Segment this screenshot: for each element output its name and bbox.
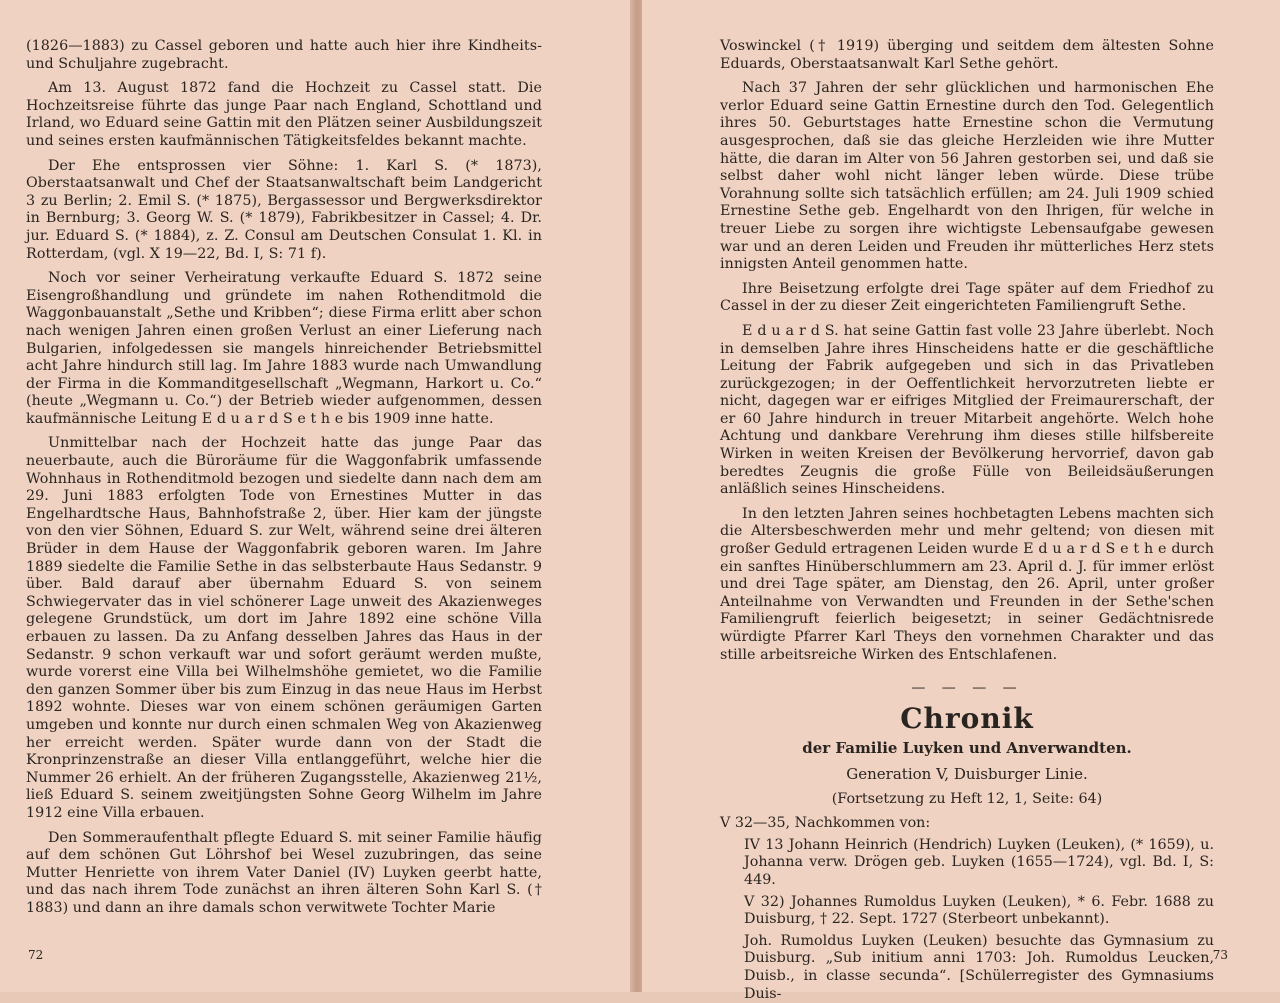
right-paragraph-4: E d u a r d S. hat seine Gattin fast volle 23 Jahre überlebt. Noch in demselben Jahre ihres Hinscheidens hatte er die geschäftliche Leitung der Fabrik aufgegeben und sich in das Privatleben zurückgezogen; in der Oeffentlichkeit hervorzutreten liebte er nicht, dagegen war er eifriges Mitglied der Freimaurerschaft, der er 60 Jahre hindurch in treuer Mitarbeit angehörte. Welch hohe Achtung und dankbare Verehrung ihm dieses stille hilfsbereite Wirken in weiten Kreisen der Bevölkerung hervorrief, davon gab beredtes Zeugnis die große Fülle von Beileidsäußerungen anläßlich seines Hinscheidens. [720, 322, 1214, 498]
section-divider: — — — — [911, 680, 1023, 697]
chronik-continuation-note: (Fortsetzung zu Heft 12, 1, Seite: 64) [831, 791, 1103, 808]
left-paragraph-1: (1826—1883) zu Cassel geboren und hatte auch hier ihre Kindheits- und Schuljahre zugebracht. [26, 38, 542, 72]
right-page [642, 0, 1280, 1002]
right-paragraph-3: Ihre Beisetzung erfolgte drei Tage später auf dem Friedhof zu Cassel in der zu dieser Zeit eingerichteten Familiengruft Sethe. [720, 280, 1214, 315]
chronik-entry-gymnasium: Joh. Rumoldus Luyken (Leuken) besuchte das Gymnasium zu Duisburg. „Sub initium anni 1703: Joh. Rumoldus Leucken, Duisb., in classe secunda“. [Schülerregister des Gymnasiums Duis- [744, 932, 1214, 1002]
chronik-title: Chronik [900, 702, 1034, 736]
left-paragraph-2: Am 13. August 1872 fand die Hochzeit zu Cassel statt. Die Hochzeitsreise führte das junge Paar nach England, Schottland und Irland, wo Eduard seine Gattin mit den Plätzen seiner Ausbildungszeit und seines ersten kaufmännischen Tätigkeitsfeldes bekannt machte. [26, 80, 542, 149]
left-paragraph-6: Den Sommeraufenthalt pflegte Eduard S. mit seiner Familie häufig auf dem schönen Gut Löhrshof bei Wesel zuzubringen, das seine Mutter Henriette von ihrem Vater Daniel (IV) Luyken geerbt hatte, und das nach ihrem Tode zunächst an ihren älteren Sohn Karl S. († 1883) und dann an ihre damals schon verwitwete Tochter Marie [26, 829, 542, 916]
left-page-number: 72 [28, 948, 44, 962]
right-paragraph-5: In den letzten Jahren seines hochbetagten Lebens machten sich die Altersbeschwerden mehr und mehr geltend; von diesen mit großer Geduld ertragenen Leiden wurde E d u a r d S e t h e durch ein sanftes Hinüberschlummern am 23. April d. J. für immer erlöst und drei Tage später, am Dienstag, den 26. April, unter großer Anteilnahme von Verwandten und Freunden in der Sethe'schen Familiengruft feierlich beigesetzt; in seiner Gedächtnisrede würdigte Pfarrer Karl Theys den vornehmen Charakter und das stille arbeitsreiche Wirken des Entschlafenen. [720, 505, 1214, 663]
left-paragraph-3: Der Ehe entsprossen vier Söhne: 1. Karl S. (* 1873), Oberstaatsanwalt und Chef der Staatsanwaltschaft beim Landgericht 3 zu Berlin; 2. Emil S. (* 1875), Bergassessor und Bergwerksdirektor in Bernburg; 3. Georg W. S. (* 1879), Fabrikbesitzer in Cassel; 4. Dr. jur. Eduard S. (* 1884), z. Z. Consul am Deutschen Consulat 1. Kl. in Rotterdam, (vgl. X 19—22, Bd. I, S: 71 f). [26, 157, 542, 262]
chronik-generation: Generation V, Duisburger Linie. [846, 765, 1088, 784]
chronik-entry-heading: V 32—35, Nachkommen von: [720, 815, 931, 832]
chronik-subtitle: der Familie Luyken und Anverwandten. [802, 739, 1132, 758]
left-paragraph-4: Noch vor seiner Verheiratung verkaufte Eduard S. 1872 seine Eisengroßhandlung und gründete im nahen Rothenditmold die Waggonbauanstalt „Sethe und Kribben“; diese Firma erlitt aber schon nach wenigen Jahren einen großen Verlust an einer Lieferung nach Bulgarien, infolgedessen sie mangels hinreichender Betriebsmittel acht Jahre hindurch still lag. Im Jahre 1883 wurde nach Umwandlung der Firma in die Kommanditgesellschaft „Wegmann, Harkort u. Co.“ (heute „Wegmann u. Co.“) der Betrieb wieder aufgenommen, dessen kaufmännische Leitung E d u a r d S e t h e bis 1909 inne hatte. [26, 270, 542, 427]
left-page [0, 0, 634, 992]
right-paragraph-2: Nach 37 Jahren der sehr glücklichen und harmonischen Ehe verlor Eduard seine Gattin Ernestine durch den Tod. Gelegentlich ihres 50. Geburtstages hatte Ernestine schon die Vermutung ausgesprochen, daß sie das gleiche Herzleiden wie ihre Mutter hätte, die daran im Alter von 56 Jahren gestorben sei, und daß sie selbst daher wohl nicht länger leben würde. Diese trübe Vorahnung sollte sich tatsächlich erfüllen; am 24. Juli 1909 schied Ernestine Sethe geb. Engelhardt von den Ihrigen, für welche in treuer Liebe zu sorgen ihre wichtigste Lebensaufgabe gewesen war und an deren Leiden und Freuden ihr mütterliches Herz stets innigsten Anteil genommen hatte. [720, 80, 1214, 273]
left-paragraph-5: Unmittelbar nach der Hochzeit hatte das junge Paar das neuerbaute, auch die Büroräume für die Waggonfabrik umfassende Wohnhaus in Rothenditmold bezogen und siedelte dann nach dem am 29. Juni 1883 erfolgten Tode von Ernestines Mutter in das Engelhardtsche Haus, Bahnhofstraße 2, über. Hier kam der jüngste von den vier Söhnen, Eduard S. zur Welt, während seine drei älteren Brüder in dem Hause der Waggonfabrik geboren waren. Im Jahre 1889 siedelte die Familie Sethe in das selbsterbaute Haus Sedanstr. 9 über. Bald darauf aber übernahm Eduard S. von seinem Schwiegervater das in viel schönerer Lage unweit des Akazienweges gelegene Grundstück, um dort im Jahre 1892 eine schöne Villa erbauen zu lassen. Da zu Anfang desselben Jahres das Haus in der Sedanstr. 9 schon verkauft war und sofort geräumt werden mußte, wurde vorerst eine Villa bei Wilhelmshöhe gemietet, wo die Familie den ganzen Sommer über bis zum Einzug in das neue Haus im Herbst 1892 wohnte. Dieses war von einem schönen geräumigen Garten umgeben und konnte nur durch einen schmalen Weg von Akazienweg her erreicht werden. Später wurde dann von der Stadt die Kronprinzenstraße an dieser Villa entlanggeführt, welche hier die Nummer 26 erhielt. An der früheren Zugangsstelle, Akazienweg 21½, ließ Eduard S. seinem zweitjüngsten Sohne Georg Wilhelm im Jahre 1912 eine Villa erbauen. [26, 435, 542, 821]
right-page-number: 73 [1212, 948, 1228, 962]
chronik-entry-v32: V 32) Johannes Rumoldus Luyken (Leuken), * 6. Febr. 1688 zu Duisburg, † 22. Sept. 1727 (Sterbeort unbekannt). [744, 893, 1214, 928]
chronik-entry-parents: IV 13 Johann Heinrich (Hendrich) Luyken (Leuken), (* 1659), u. Johanna verw. Drögen geb. Luyken (1655—1724), vgl. Bd. I, S: 449. [744, 836, 1214, 888]
right-paragraph-1: Voswinckel († 1919) überging und seitdem dem ältesten Sohne Eduards, Oberstaatsanwalt Karl Sethe gehört. [720, 38, 1214, 72]
